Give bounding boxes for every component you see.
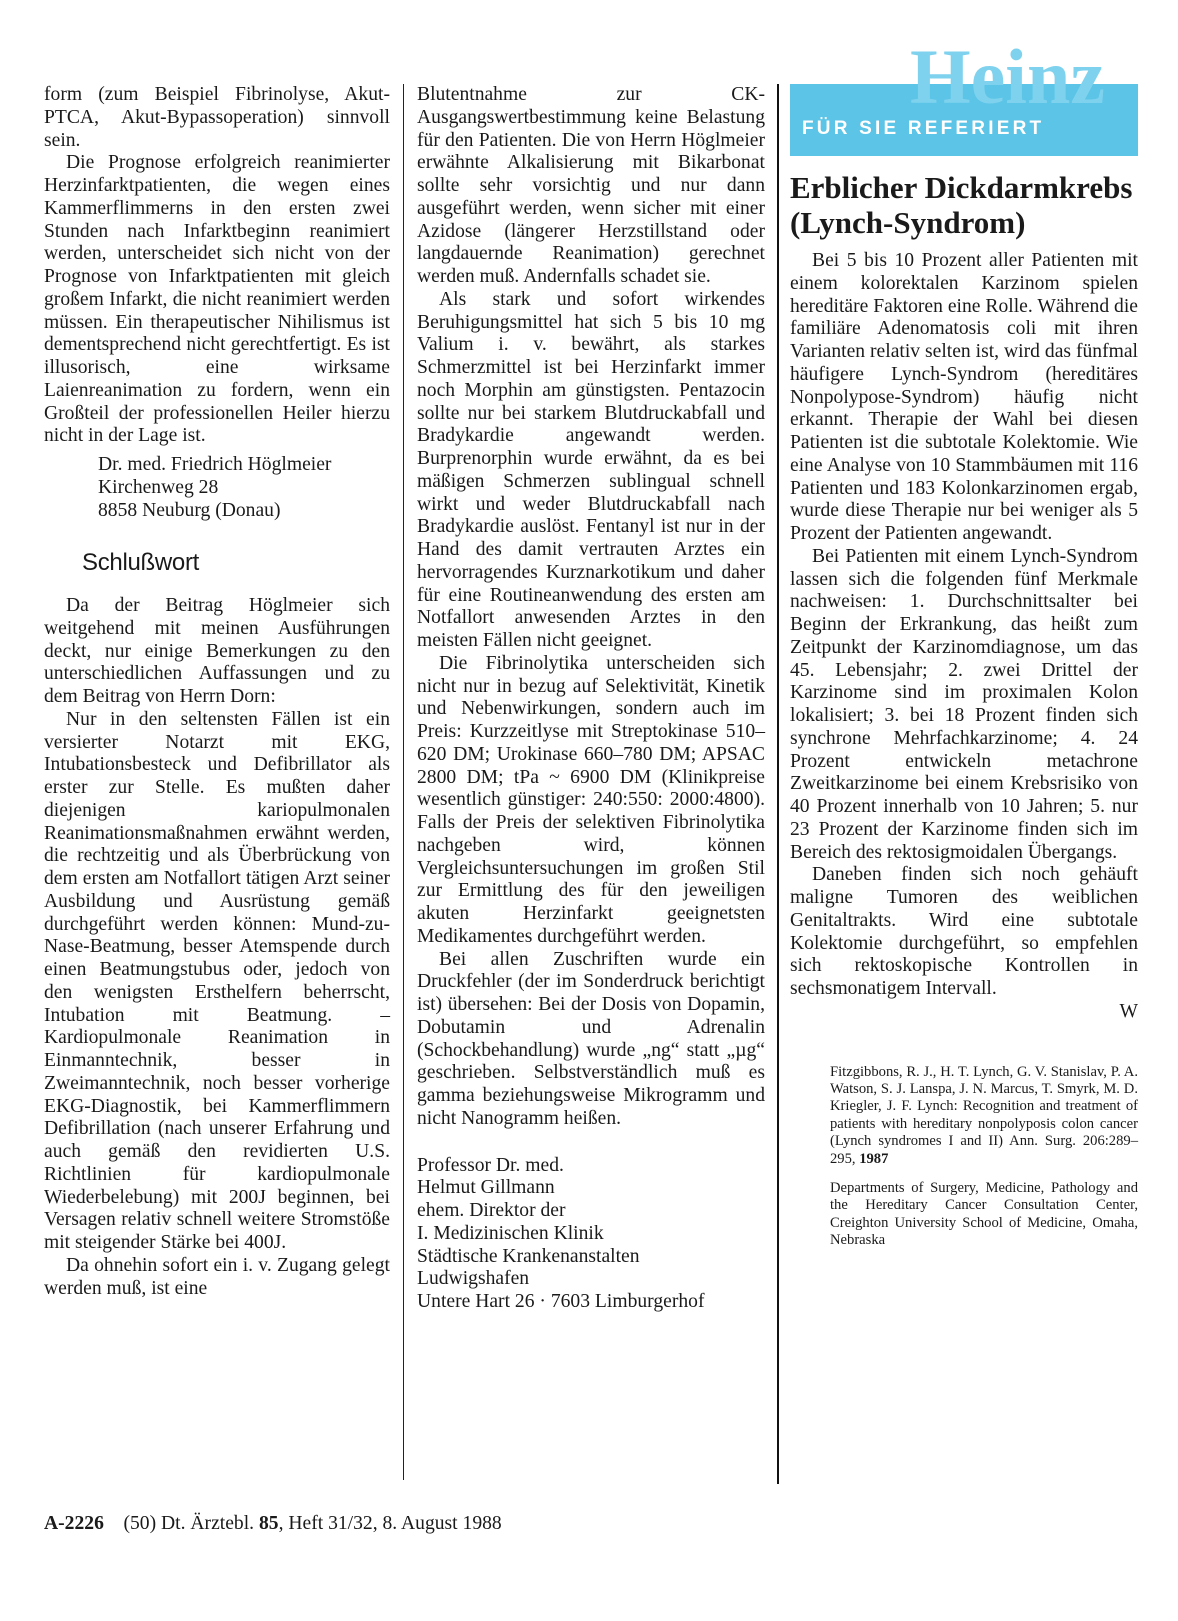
banner-background-lettering: Heinz <box>910 33 1105 120</box>
paragraph: Nur in den seltensten Fällen ist ein versierter Notarzt mit EKG, Intubationsbesteck und Defibrillator als erster zur Stelle. Es mußten daher diejenigen kariopulmonalen Reanimationsmaßnahmen erwähnt werden, die rechtzeitig und als Überbrückung von dem ersten am Notfallort tätigen Arzt seiner Ausbildung und Ausrüstung gemäß durchgeführt werden können: Mund-zu-Nase-Beatmung, besser Atemspende durch einen Beatmungstubus oder, jedoch von den wenigsten Ersthelfern beherrscht, Intubation mit Beatmung. – Kardiopulmonale Reanimation in Einmanntechnik, besser in Zweimanntechnik, noch besser vorherige EKG-Diagnostik, bei Kammerflimmern Defibrillation (nach unserer Erfahrung und auch gemäß den revidierten U.S. Richtlinien für kardiopulmonale Wiederbelebung) mit 200J beginnen, bei Versagen relativ schnell weitere Stromstöße mit steigender Stärke bei 400J. <box>44 708 390 1253</box>
journal-citation: (50) Dt. Ärztebl. <box>123 1513 255 1534</box>
paragraph: Da ohnehin sofort ein i. v. Zugang gelegt werden muß, ist eine <box>44 1254 390 1299</box>
column-right <box>790 33 1138 1250</box>
section-heading: Schlußwort <box>82 549 200 577</box>
paragraph: Blutentnahme zur CK-Ausgangswertbestimmung keine Belastung für den Patienten. Die von Herrn Höglmeier erwähnte Alkalisierung mit Bikarbonat sollte sehr vorsichtig und nur dann ausgeführt werden, wenn sicher mit einer Azidose (längerer Herzstillstand oder langdauernde Reanimation) gerechnet werden muß. Andernfalls schadet sie. <box>417 84 765 287</box>
paragraph: Bei Patienten mit einem Lynch-Syndrom lassen sich die folgenden fünf Merkmale nachweisen: 1. Durchschnittsalter bei Beginn der Erkrankung, das heißt zum Zeitpunkt der Karzinomdiagnose, um das 45. Lebensjahr; 2. zwei Drittel der Karzinome sind im proximalen Kolon lokalisiert; 3. bei 18 Prozent finden sich synchrone Mehrfachkarzinome; 4. 24 Prozent entwickeln metachrone Zweitkarzinome bei einem Krebsrisiko von 40 Prozent innerhalb von 10 Jahren; 5. nur 23 Prozent der Karzinome finden sich im Bereich des rektosigmoidalen Übergangs. <box>790 545 1138 863</box>
column-divider-bold <box>777 84 779 1484</box>
paragraph: Bei 5 bis 10 Prozent aller Patienten mit einem kolorektalen Karzinom spielen hereditäre Faktoren eine Rolle. Während die familiäre Adenomatosis coli mit ihren Varianten relativ selten ist, wird das fünfmal häufigere Lynch-Syndrom (hereditäres Nonpolypose-Syndrom) häufig nicht erkannt. Therapie der Wahl bei diesen Patienten ist die subtotale Kolektomie. Wie eine Analyse von 10 Stammbäumen mit 116 Patienten und 183 Kolonkarzinomen ergab, wurde diese Therapie nur bei weniger als 5 Prozent der Patienten angewandt. <box>790 250 1138 544</box>
author-signature <box>417 1155 765 1314</box>
paragraph: Da der Beitrag Höglmeier sich weitgehend mit meinen Ausführungen deckt, nur einige Bemerkungen zu den unterschiedlichen Auffassungen und zu dem Beitrag von Herrn Dorn: <box>44 595 390 707</box>
page-footer <box>44 1513 502 1535</box>
paragraph: Daneben finden sich noch gehäuft maligne Tumoren des weiblichen Genitaltrakts. Wird eine subtotale Kolektomie durchgeführt, so empfehlen sich rektoskopische Kontrollen in sechsmonatigem Intervall. <box>790 864 1138 999</box>
banner-label: FÜR SIE REFERIERT <box>802 118 1045 139</box>
issue-date: , Heft 31/32, 8. August 1988 <box>278 1513 502 1534</box>
section-banner <box>790 33 1138 156</box>
author-institution: Städtische Krankenanstalten <box>417 1245 640 1267</box>
column-divider <box>403 84 404 1480</box>
author-name: Dr. med. Friedrich Höglmeier <box>98 454 332 475</box>
reference-affiliation: Departments of Surgery, Medicine, Pathology and the Hereditary Cancer Consultation Center, Creighton University School of Medicine, Omaha, Nebraska <box>830 1179 1138 1249</box>
paragraph: Bei allen Zuschriften wurde ein Druckfehler (der im Sonderdruck berichtigt ist) übersehen: Bei der Dosis von Dopamin, Dobutamin und Adrenalin (Schockbehandlung) wurde „ng“ statt „µg“ geschrieben. Selbstverständlich muß es gamma beziehungsweise Mikrogramm und nicht Nanogramm heißen. <box>417 948 765 1129</box>
column-left <box>44 84 390 1300</box>
author-address: Untere Hart 26 · 7603 Limburgerhof <box>417 1291 705 1312</box>
volume-number: 85 <box>258 1513 279 1534</box>
page-number: A-2226 <box>44 1513 104 1534</box>
author-institution: I. Medizinischen Klinik <box>417 1222 604 1244</box>
author-title: Professor Dr. med. <box>417 1154 564 1176</box>
author-initial: W <box>1119 1000 1138 1022</box>
paragraph: Die Prognose erfolgreich reanimierter Herzinfarktpatienten, die wegen eines Kammerflimmerns in den ersten zwei Stunden nach Infarktbeginn reanimiert werden, unterscheidet sich nicht von der Prognose von Infarktpatienten mit gleich großem Infarkt, die nicht reanimiert werden müssen. Ein therapeutischer Nihilismus ist dementsprechend nicht gerechtfertigt. Es ist illusorisch, eine wirksame Laienreanimation zu fordern, wenn ein Großteil der professionellen Heiler hierzu nicht in der Lage ist. <box>44 152 390 447</box>
paragraph: Die Fibrinolytika unterscheiden sich nicht nur in bezug auf Selektivität, Kinetik und Nebenwirkungen, sondern auch im Preis: Kurzzeitlyse mit Streptokinase 510–620 DM; Urokinase 660–780 DM; APSAC 2800 DM; tPa ~ 6900 DM (Klinikpreise wesentlich günstiger: 240:550: 2000:4800). Falls der Preis der selektiven Fibrinolytika nachgeben wird, können Vergleichsuntersuchungen im großen Stil zur Ermittlung des für den jeweiligen akuten Herzinfarkt geeignetsten Medikamentes durchgeführt werden. <box>417 652 765 947</box>
article-headline: Erblicher Dickdarmkrebs (Lynch-Syndrom) <box>790 170 1133 240</box>
author-signature <box>44 454 390 522</box>
reference-citation <box>830 1064 1138 1168</box>
author-city: 8858 Neuburg (Donau) <box>98 499 281 521</box>
reference-year: 1987 <box>859 1150 889 1167</box>
column-middle <box>417 84 765 1314</box>
reference-text: Fitzgibbons, R. J., H. T. Lynch, G. V. Stanislav, P. A. Watson, S. J. Lanspa, J. N. Marcus, T. Smyrk, M. D. Kriegler, J. F. Lynch: Recognition and treatment of patients with hereditary nonpolyposis colon cancer (Lynch syndromes I and II) Ann. Surg. 206:289–295, <box>830 1063 1138 1167</box>
paragraph: form (zum Beispiel Fibrinolyse, Akut-PTCA, Akut-Bypassoperation) sinnvoll sein. <box>44 84 390 151</box>
author-name: Helmut Gillmann <box>417 1177 555 1199</box>
author-city: Ludwigshafen <box>417 1268 530 1290</box>
author-position: ehem. Direktor der <box>417 1200 566 1221</box>
reference-block <box>830 1064 1138 1250</box>
author-street: Kirchenweg 28 <box>98 476 219 498</box>
paragraph: Als stark und sofort wirkendes Beruhigungsmittel hat sich 5 bis 10 mg Valium i. v. bewährt, als starkes Schmerzmittel ist bei Herzinfarkt immer noch Morphin am günstigsten. Pentazocin sollte nur bei starkem Blutdruckabfall und Bradykardie angewandt werden. Burprenorphin wurde erwähnt, da es bei mäßigen Schmerzen sublingual schnell wirkt und weder Blutdruckabfall nach Bradykardie auslöst. Fentanyl ist nur in der Hand des damit vertrauten Arztes ein hervorragendes Kurznarkotikum und daher für eine Routineanwendung des ersten am Notfallort anwesenden Arztes in den meisten Fällen nicht geeignet. <box>417 288 765 651</box>
